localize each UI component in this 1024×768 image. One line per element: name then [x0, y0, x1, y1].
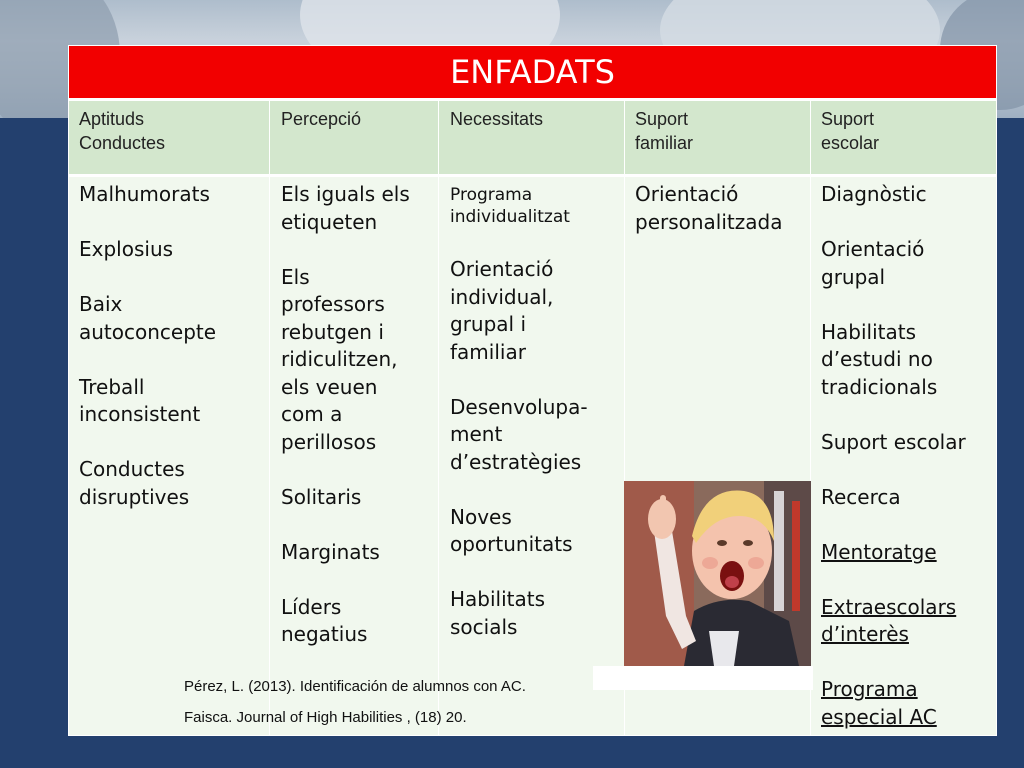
cell-text: Recerca	[821, 484, 901, 509]
programa-especial-link[interactable]: Programa especial AC	[821, 677, 937, 729]
cell-text: Malhumorats	[79, 182, 210, 206]
cell-text: Conductes disruptives	[79, 457, 190, 509]
header-suport-familiar: Suport familiar	[635, 109, 694, 153]
cell-text: Noves oportunitats	[450, 504, 573, 556]
photo-caption-strip	[593, 666, 813, 690]
cell-text: Diagnòstic	[821, 182, 927, 206]
cell-text: Treball inconsistent	[79, 374, 201, 426]
column-necessitats	[450, 184, 622, 669]
citation-line-2: Faisca. Journal of High Habilities , (18) 20.	[184, 709, 467, 726]
cell-text: Programa individualitzat	[450, 185, 570, 227]
angry-child-photo	[624, 481, 811, 666]
cell-text: Orientació individual, grupal i familiar	[450, 257, 554, 364]
cell-text: Els professors rebutgen i ridiculitzen, els veuen com a perillosos	[281, 264, 398, 454]
cell-text: Solitaris	[281, 484, 362, 509]
column-suport-familiar	[635, 181, 807, 264]
column-divider	[438, 101, 439, 735]
mentoratge-link[interactable]: Mentoratge	[821, 539, 937, 564]
cell-text: Suport escolar	[821, 429, 966, 454]
extraescolars-link[interactable]: Extraescolars d’interès	[821, 594, 957, 646]
angry-child-illustration	[624, 481, 811, 666]
column-percepcio	[281, 181, 436, 676]
header-necessitats: Necessitats	[450, 109, 544, 129]
cell-text: Els iguals els etiqueten	[281, 182, 410, 234]
cell-text: Desenvolupa- ment d’estratègies	[450, 394, 588, 474]
cell-text: Explosius	[79, 237, 174, 261]
cell-text: Habilitats socials	[450, 587, 546, 639]
header-aptituds: Aptituds Conductes	[79, 109, 166, 153]
header-percepcio: Percepció	[281, 109, 362, 129]
info-table	[68, 45, 997, 736]
header-suport-escolar: Suport escolar	[821, 109, 880, 153]
cell-text: Marginats	[281, 539, 380, 564]
cell-text: Habilitats d’estudi no tradicionals	[821, 319, 938, 399]
column-aptituds	[79, 181, 264, 539]
cell-text: Orientació grupal	[821, 237, 925, 289]
cell-text: Baix autoconcepte	[79, 292, 217, 344]
table-header-row	[69, 101, 996, 177]
table-title: ENFADATS	[69, 46, 996, 101]
cell-text: Orientació personalitzada	[635, 182, 783, 234]
column-suport-escolar	[821, 181, 993, 759]
column-divider	[269, 101, 270, 735]
citation-line-1: Pérez, L. (2013). Identificación de alumnos con AC.	[184, 678, 526, 695]
cell-text: Líders negatius	[281, 594, 368, 646]
